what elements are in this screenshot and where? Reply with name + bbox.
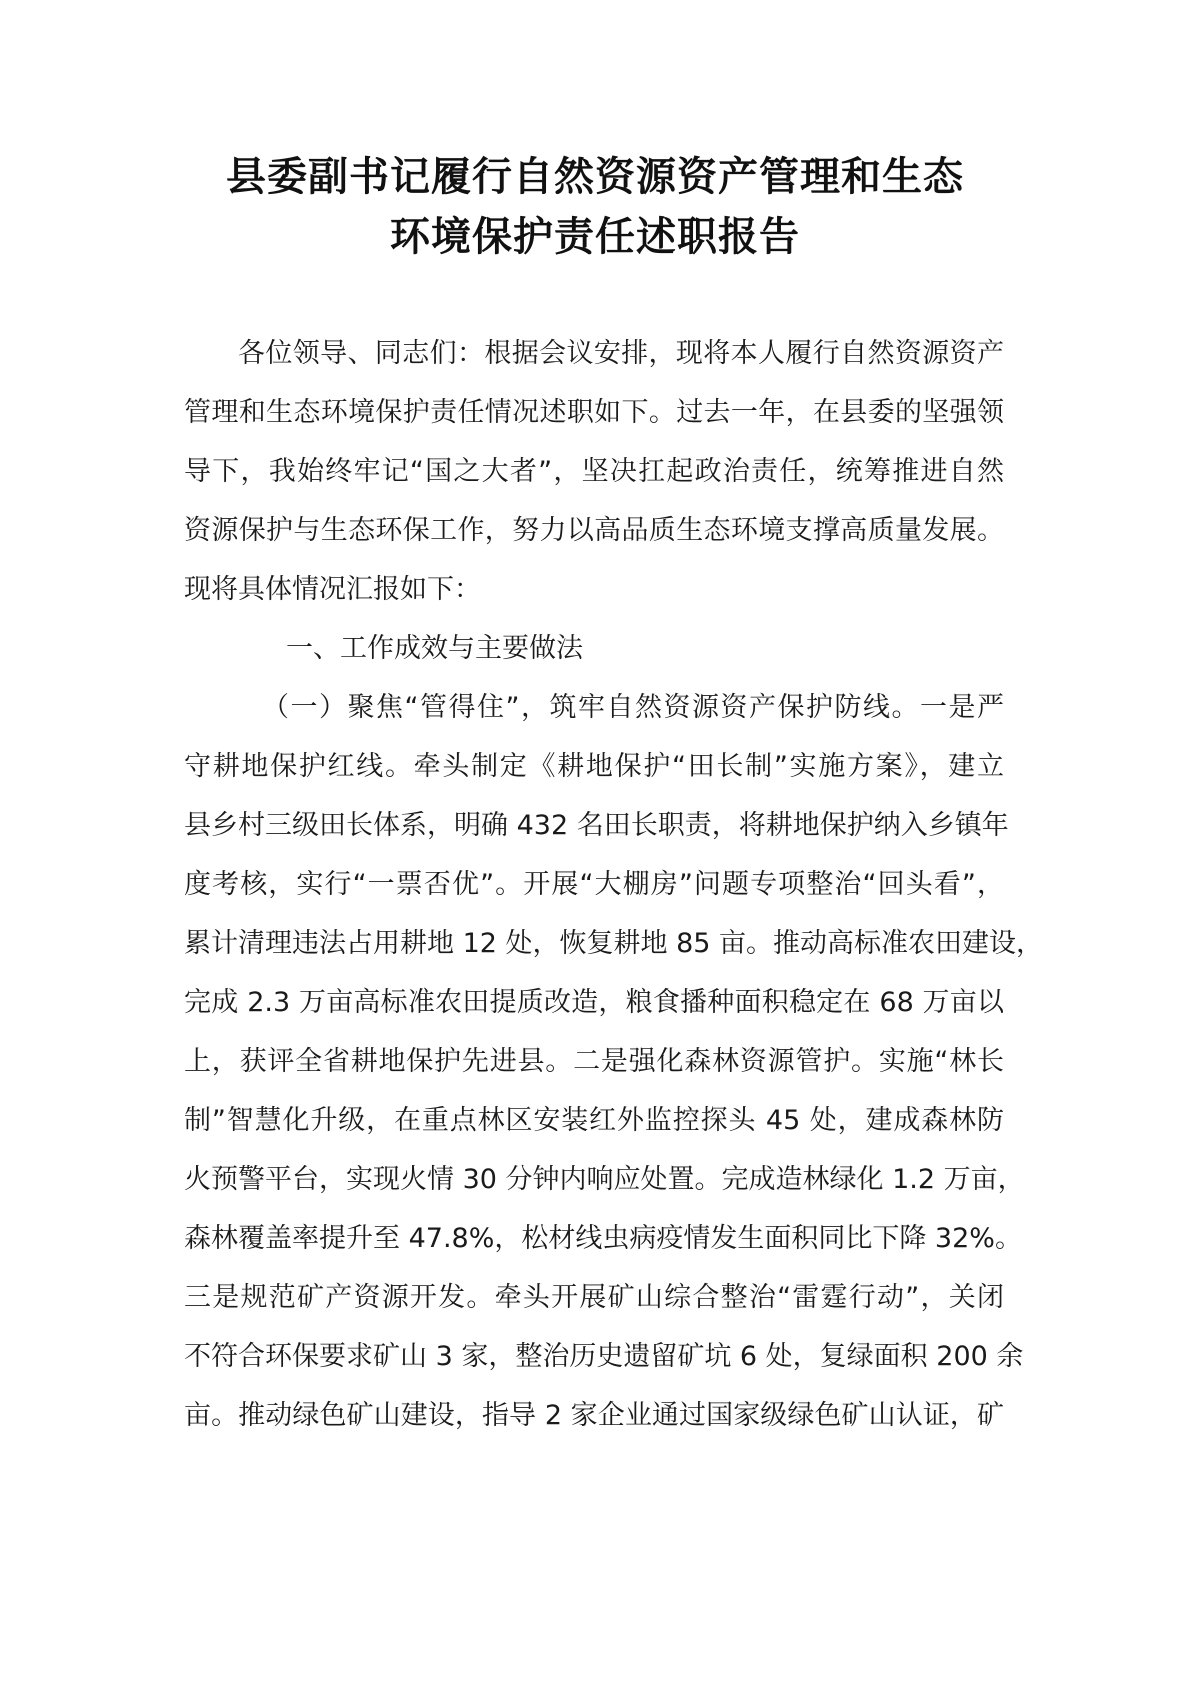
- body-line: 上，获评全省耕地保护先进县。二是强化森林资源管护。实施“林长: [184, 1046, 1004, 1077]
- body-line: 度考核，实行“一票否优”。开展“大棚房”问题专项整治“回头看”，: [184, 869, 1004, 900]
- body-line: 县乡村三级田长体系，明确 432 名田长职责，将耕地保护纳入乡镇年: [184, 810, 1009, 841]
- body-line: 累计清理违法占用耕地 12 处，恢复耕地 85 亩。推动高标准农田建设，: [184, 928, 1044, 959]
- body-line: 火预警平台，实现火情 30 分钟内响应处置。完成造林绿化 1.2 万亩，: [184, 1164, 1025, 1195]
- body-line: 不符合环保要求矿山 3 家，整治历史遗留矿坑 6 处，复绿面积 200 余: [184, 1341, 1024, 1372]
- subsection-line: （一）聚焦“管得住”，筑牢自然资源资产保护防线。一是严: [262, 692, 1004, 723]
- body-line: 资源保护与生态环保工作，努力以高品质生态环境支撑高质量发展。: [184, 515, 1004, 546]
- body-line: 导下，我始终牢记“国之大者”，坚决扛起政治责任，统筹推进自然: [184, 456, 1004, 487]
- body-line: 完成 2.3 万亩高标准农田提质改造，粮食播种面积稳定在 68 万亩以: [184, 987, 1004, 1018]
- body-line: 各位领导、同志们：根据会议安排，现将本人履行自然资源资产: [238, 338, 1004, 369]
- report-title-line-2: 环境保护责任述职报告: [390, 214, 800, 260]
- report-title-line-1: 县委副书记履行自然资源资产管理和生态: [226, 154, 964, 200]
- section-heading: 一、工作成效与主要做法: [286, 633, 583, 664]
- body-line: 亩。推动绿色矿山建设，指导 2 家企业通过国家级绿色矿山认证，矿: [184, 1400, 1004, 1431]
- body-line: 森林覆盖率提升至 47.8%，松材线虫病疫情发生面积同比下降 32%。: [184, 1223, 1022, 1254]
- body-line: 现将具体情况汇报如下：: [184, 574, 481, 605]
- body-line: 管理和生态环境保护责任情况述职如下。过去一年，在县委的坚强领: [184, 397, 1004, 428]
- body-line: 守耕地保护红线。牵头制定《耕地保护“田长制”实施方案》，建立: [184, 751, 1004, 782]
- body-line: 三是规范矿产资源开发。牵头开展矿山综合整治“雷霆行动”，关闭: [184, 1282, 1004, 1313]
- body-line: 制”智慧化升级，在重点林区安装红外监控探头 45 处，建成森林防: [184, 1105, 1004, 1136]
